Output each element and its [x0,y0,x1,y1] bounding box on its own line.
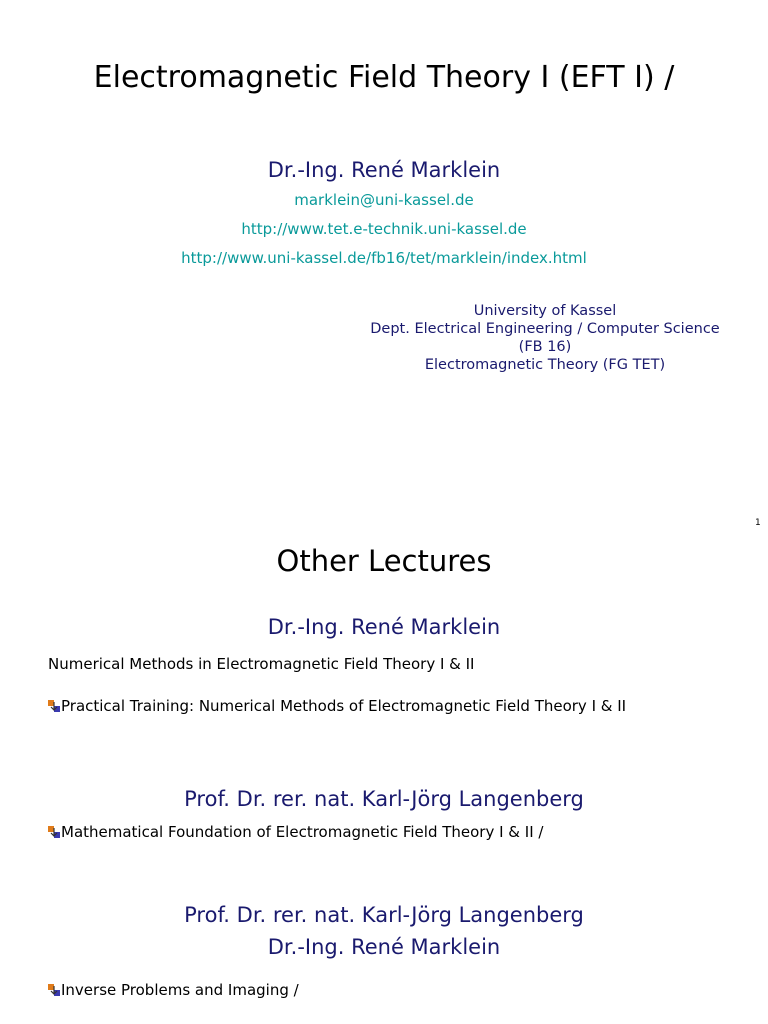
author-name: Dr.-Ing. René Marklein [267,158,501,182]
affiliation-line: Electromagnetic Theory (FG TET) [424,357,666,373]
lecture-item [48,697,626,715]
slide-title: Electromagnetic Field Theory I (EFT I) / [93,60,675,95]
lecture-item-label: Inverse Problems and Imaging / [61,981,299,999]
lecture-item-label: Numerical Methods in Electromagnetic Field Theory I & II [48,655,475,673]
arrow-bullet-icon [48,984,60,996]
section-author: Dr.-Ing. René Marklein [267,935,501,959]
affiliation-line: Dept. Electrical Engineering / Computer Science [370,321,720,337]
slide-2 [0,520,768,1024]
section-author: Prof. Dr. rer. nat. Karl-Jörg Langenberg [184,903,584,927]
affiliation-block [325,302,765,374]
section-author: Dr.-Ing. René Marklein [267,615,501,639]
lecture-item-label: Practical Training: Numerical Methods of Electromagnetic Field Theory I & II [61,697,627,715]
slide-title: Other Lectures [276,544,492,578]
page-number: 1 [755,518,761,528]
section-author: Prof. Dr. rer. nat. Karl-Jörg Langenberg [184,787,584,811]
lecture-item [48,655,474,673]
arrow-bullet-icon [48,826,60,838]
lecture-item [48,981,299,999]
homepage-link[interactable]: http://www.uni-kassel.de/fb16/tet/marklein/index.html [181,249,587,267]
lecture-item [48,823,543,841]
affiliation-line: (FB 16) [518,339,572,355]
website-link[interactable]: http://www.tet.e-technik.uni-kassel.de [241,220,527,238]
arrow-bullet-icon [48,700,60,712]
lecture-item-label: Mathematical Foundation of Electromagnetic Field Theory I & II / [61,823,544,841]
email-link[interactable]: marklein@uni-kassel.de [294,191,474,209]
affiliation-line: University of Kassel [473,303,617,319]
